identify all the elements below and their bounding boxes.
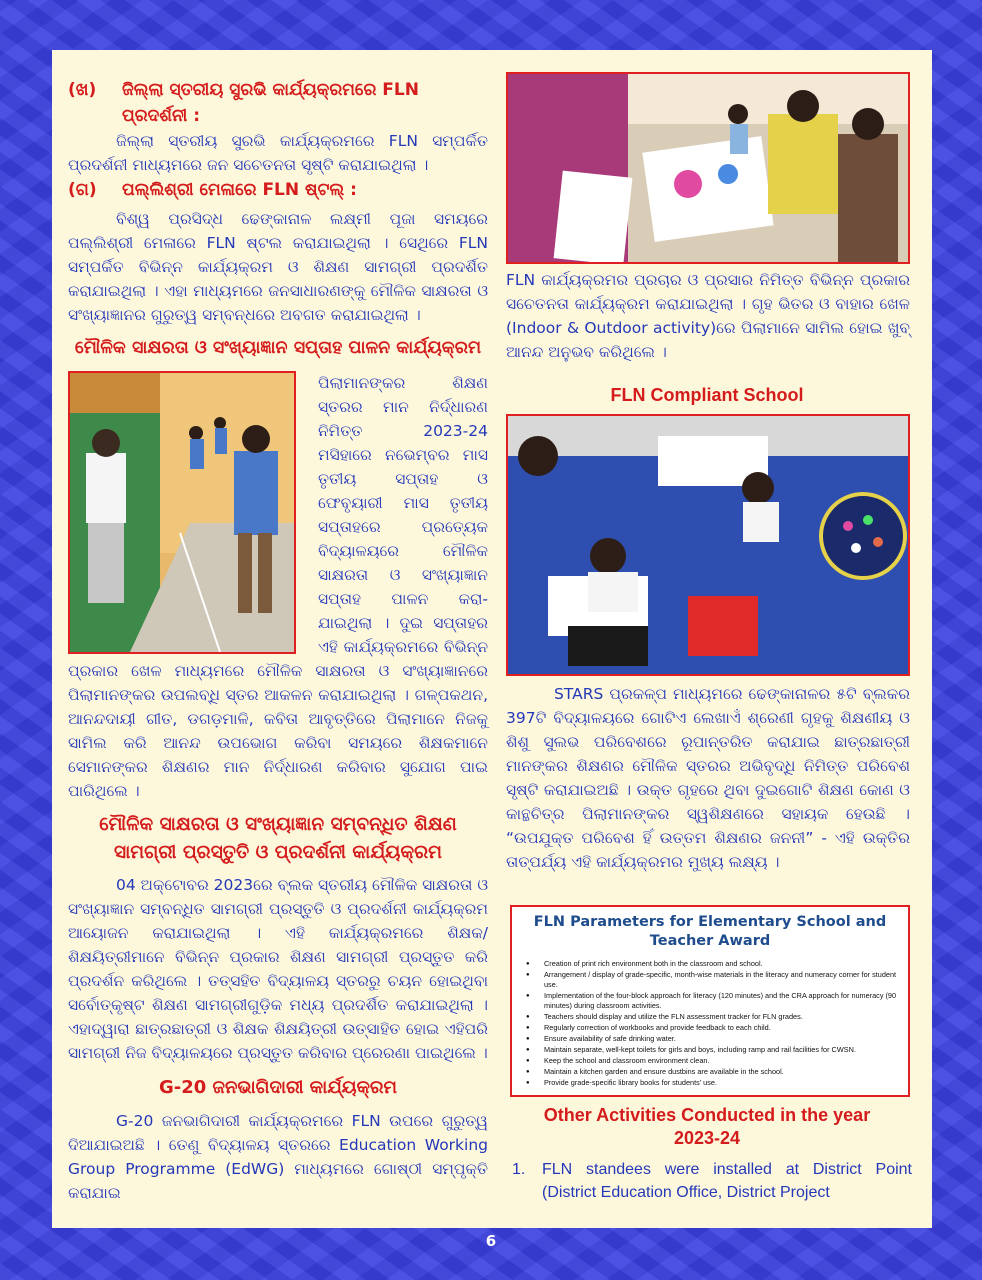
award-list xyxy=(522,959,898,1088)
other-activities-list xyxy=(502,1158,912,1204)
list-item-number: 1. xyxy=(512,1161,526,1178)
list-item-text: FLN standees were installed at District Point (District Education Office, District Project xyxy=(542,1161,912,1201)
section-ga-heading xyxy=(68,177,488,203)
section-kha-heading xyxy=(68,77,488,129)
tlm-heading-line-2: ସାମଗ୍ରୀ ପ୍ରସ୍ତୁତି ଓ ପ୍ରଦର୍ଶନୀ କାର୍ଯ୍ୟକ୍ରମ xyxy=(114,842,442,863)
award-item: ● Creation of print rich environment both in the classroom and school. xyxy=(522,959,898,969)
other-activities-title-line-1: Other Activities Conducted in the year xyxy=(543,1105,871,1125)
award-item: ● Keep the school and classroom environment clean. xyxy=(522,1056,898,1066)
section-kha-text: ଜିଲ୍ଲା ସ୍ତରୀୟ ସୁରଭି କାର୍ଯ୍ୟକ୍ରମରେ FLN ସମ୍ପର୍କିତ ପ୍ରଦର୍ଶନୀ ମାଧ୍ୟମରେ ଜନ ସଚେତନତା ସୃଷ୍ଟି କରାଯାଇଥିଲା । xyxy=(68,132,488,174)
campaign-text: FLN କାର୍ଯ୍ୟକ୍ରମର ପ୍ରଚାର ଓ ପ୍ରସାର ନିମିତ୍ତ ବିଭିନ୍ନ ପ୍ରକାର ସଚେତନତା କାର୍ଯ୍ୟକ୍ରମ କରାଯାଇଥିଲା । ଗୃହ ଭିତର ଓ ବାହାର ଖେଳ (Indoor & Outdoor activity)ରେ ପିଲାମାନେ ସାମିଲ ହୋଇ ଖୁବ୍ ଆନନ୍ଦ ଅନୁଭବ କରିଥିଲେ । xyxy=(506,271,910,361)
campaign-photo xyxy=(506,72,910,264)
left-column xyxy=(68,50,488,1205)
tlm-text: 04 ଅକ୍ଟୋବର 2023ରେ ବ୍ଲକ ସ୍ତରୀୟ ମୌଳିକ ସାକ୍ଷରତା ଓ ସଂଖ୍ୟାଜ୍ଞାନ ସମ୍ବନ୍ଧିତ ସାମଗ୍ରୀ ପ୍ରସ୍ତୁତି ଓ ପ୍ରଦର୍ଶନୀ କାର୍ଯ୍ୟକ୍ରମ ଆୟୋଜନ କରାଯାଇଥିଲା । ଏହି କାର୍ଯ୍ୟକ୍ରମରେ ଶିକ୍ଷକ/ଶିକ୍ଷୟିତ୍ରୀମାନେ ବିଭିନ୍ନ ପ୍ରକାର ଶିକ୍ଷଣ ସାମଗ୍ରୀ ପ୍ରସ୍ତୁତ କରି ପ୍ରଦର୍ଶନ କରିଥିଲେ । ତତ୍ସହିତ ବିଦ୍ୟାଳୟ ସ୍ତରରୁ ଚୟନ ହୋଇଥିବା ସର୍ବୋତ୍କୃଷ୍ଟ ଶିକ୍ଷଣ ସାମଗ୍ରୀଗୁଡ଼ିକ ମଧ୍ୟ ପ୍ରଦର୍ଶିତ କରାଯାଇଥିଲା । ଏହାଦ୍ୱାରା ଛାତ୍ରଛାତ୍ରୀ ଓ ଶିକ୍ଷକ ଶିକ୍ଷୟିତ୍ରୀ ଉତ୍ସାହିତ ହୋଇ ଏହିପରି ସାମଗ୍ରୀ ନିଜ ବିଦ୍ୟାଳୟରେ ପ୍ରସ୍ତୁତ କରିବାର ପ୍ରେରଣା ପାଇଥିଲେ । xyxy=(68,876,488,1062)
award-parameters-box xyxy=(510,905,910,1097)
list-item xyxy=(502,1158,912,1204)
section-ga-title: ପଲ୍ଲିଶ୍ରୀ ମେଳାରେ FLN ଷ୍ଟଲ୍ : xyxy=(122,180,357,200)
compliant-photo xyxy=(506,414,910,676)
award-item: ● Maintain separate, well-kept toilets for girls and boys, including ramp and rail facilities for CWSN. xyxy=(522,1045,898,1055)
right-column xyxy=(502,50,912,1228)
page xyxy=(52,50,932,1228)
g20-text: G-20 ଜନଭାଗିଦାରୀ କାର୍ଯ୍ୟକ୍ରମରେ FLN ଉପରେ ଗୁରୁତ୍ୱ ଦିଆଯାଇଅଛି । ତେଣୁ ବିଦ୍ୟାଳୟ ସ୍ତରରେ Education Working Group Programme (EdWG) ମାଧ୍ୟମରେ ଗୋଷ୍ଠୀ ସମ୍ପୃକ୍ତି କରାଯାଇ xyxy=(68,1112,488,1202)
week-text: ପିଲାମାନଙ୍କର ଶିକ୍ଷଣ ସ୍ତରର ମାନ ନିର୍ଦ୍ଧାରଣ ନିମିତ୍ତ 2023-24 ମସିହାରେ ନଭେମ୍ବର ମାସ ତୃତୀୟ ସପ୍ତାହ ଓ ଫେବୃୟାରୀ ମାସ ତୃତୀୟ ସପ୍ତାହରେ ପ୍ରତ୍ୟେକ ବିଦ୍ୟାଳୟରେ ମୌଳିକ ସାକ୍ଷରତା ଓ ସଂଖ୍ୟାଜ୍ଞାନ ସପ୍ତାହ ପାଳନ କରା-ଯାଇଥିଲା । ଦୁଇ ସପ୍ତାହର ଏହି କାର୍ଯ୍ୟକ୍ରମରେ ବିଭିନ୍ନ ପ୍ରକାର ଖେଳ ମାଧ୍ୟମରେ ମୌଳିକ ସାକ୍ଷରତା ଓ ସଂଖ୍ୟାଜ୍ଞାନରେ ପିଲାମାନଙ୍କର ଉପଲବ୍ଧି ସ୍ତର ଆକଳନ କରାଯାଇଥିଲା । ଗଳ୍ପକଥନ, ଆନନ୍ଦଦାୟୀ ଗୀତ, ଡଗଡ଼ମାଳି, କବିତା ଆବୃତ୍ତିରେ ପିଲାମାନେ ନିଜକୁ ସାମିଲ କରି ଆନନ୍ଦ ଉପଭୋଗ କରିବା ସମୟରେ ଶିକ୍ଷକମାନେ ସେମାନଙ୍କର ଶିକ୍ଷଣର ମାନ ନିର୍ଦ୍ଧାରଣ କରିବାର ସୁଯୋଗ ପାଇ ପାରିଥିଲେ । xyxy=(68,374,488,800)
award-item: ● Arrangement / display of grade-specific, month-wise materials in the literacy and numeracy corner for student use. xyxy=(522,970,898,990)
g20-heading: G-20 ଜନଭାଗିଦାରୀ କାର୍ଯ୍ୟକ୍ରମ xyxy=(158,1077,398,1098)
award-title: FLN Parameters for Elementary School and Teacher Award xyxy=(533,914,887,949)
section-ga-text: ବିଶ୍ୱ ପ୍ରସିଦ୍ଧ ଢେଙ୍କାନାଳ ଲକ୍ଷ୍ମୀ ପୂଜା ସମୟରେ ପଲ୍ଲିଶ୍ରୀ ମେଳାରେ FLN ଷ୍ଟଲ କରାଯାଇଥିଲା । ସେଥିରେ FLN ସମ୍ପର୍କିତ ବିଭିନ୍ନ କାର୍ଯ୍ୟକ୍ରମ ଓ ଶିକ୍ଷଣ ସାମଗ୍ରୀ ପ୍ରଦର୍ଶିତ କରାଯାଇଥିଲା । ଏହା ମାଧ୍ୟମରେ ଜନସାଧାରଣଙ୍କୁ ମୌଳିକ ସାକ୍ଷରତା ଓ ସଂଖ୍ୟାଜ୍ଞାନର ଗୁରୁତ୍ୱ ସମ୍ବନ୍ଧରେ ଅବଗତ କରାଯାଇଥିଲା । xyxy=(68,210,488,324)
tlm-heading-line-1: ମୌଳିକ ସାକ୍ଷରତା ଓ ସଂଖ୍ୟାଜ୍ଞାନ ସମ୍ବନ୍ଧିତ ଶିକ୍ଷଣ xyxy=(99,814,457,835)
award-item: ● Implementation of the four-block approach for literacy (120 minutes) and the CRA approach for numeracy (90 minutes) during classroom activities. xyxy=(522,991,898,1011)
award-item: ● Provide grade-specific library books for students' use. xyxy=(522,1078,898,1088)
children-activity-photo-graphic xyxy=(508,416,908,674)
children-drawing-photo-graphic xyxy=(508,74,908,262)
section-kha-title: ଜିଲ୍ଲା ସ୍ତରୀୟ ସୁରଭି କାର୍ଯ୍ୟକ୍ରମରେ FLN ପ୍ରଦର୍ଶନୀ : xyxy=(122,80,419,126)
award-item: ● Ensure availability of safe drinking water. xyxy=(522,1034,898,1044)
page-number: 6 xyxy=(485,1232,497,1250)
section-kha-label: (ଖ) xyxy=(68,80,97,100)
award-item: ● Teachers should display and utilize the FLN assessment tracker for FLN grades. xyxy=(522,1012,898,1022)
award-item: ● Maintain a kitchen garden and ensure dustbins are available in the school. xyxy=(522,1067,898,1077)
compliant-heading: FLN Compliant School xyxy=(610,385,804,405)
stars-text: STARS ପ୍ରକଳ୍ପ ମାଧ୍ୟମରେ ଢେଙ୍କାନାଳର ୫ଟି ବ୍ଲକର 397ଟି ବିଦ୍ୟାଳୟରେ ଗୋଟିଏ ଲେଖାଏଁ ଶ୍ରେଣୀ ଗୃହକୁ ଶିକ୍ଷଣୀୟ ଓ ଶିଶୁ ସୁଲଭ ପରିବେଶରେ ରୂପାନ୍ତରିତ କରାଯାଇ ଛାତ୍ରଛାତ୍ରୀ ମାନଙ୍କର ଶିକ୍ଷଣର ମୌଳିକ ସ୍ତରର ଅଭିବୃଦ୍ଧି ନିମିତ୍ତ ପରିବେଶ ସୃଷ୍ଟି କରାଯାଇଅଛି । ଉକ୍ତ ଗୃହରେ ଥିବା ଦୁଇଗୋଟି ଶିକ୍ଷଣ କୋଣ ଓ କାନ୍ଥଚିତ୍ର ପିଲାମାନଙ୍କର ସ୍ୱଶିକ୍ଷଣରେ ସହାୟକ ହେଉଛି । “ଉପଯୁକ୍ତ ପରିବେଶ ହିଁ ଉତ୍ତମ ଶିକ୍ଷଣର ଜନନୀ” - ଏହି ଉକ୍ତିର ତାତ୍ପର୍ଯ୍ୟ ଏହି କାର୍ଯ୍ୟକ୍ରମର ମୁଖ୍ୟ ଲକ୍ଷ୍ୟ । xyxy=(506,685,910,871)
week-heading: ମୌଳିକ ସାକ୍ଷରତା ଓ ସଂଖ୍ୟାଜ୍ଞାନ ସପ୍ତାହ ପାଳନ କାର୍ଯ୍ୟକ୍ରମ xyxy=(74,338,482,358)
other-activities-heading xyxy=(502,1104,912,1150)
section-ga-label: (ଗ) xyxy=(68,180,97,200)
week-photo xyxy=(68,371,296,654)
week-block xyxy=(68,371,488,803)
children-hopscotch-photo-graphic xyxy=(70,373,294,652)
award-item: ● Regularly correction of workbooks and provide feedback to each child. xyxy=(522,1023,898,1033)
other-activities-title-line-2: 2023-24 xyxy=(673,1128,741,1148)
